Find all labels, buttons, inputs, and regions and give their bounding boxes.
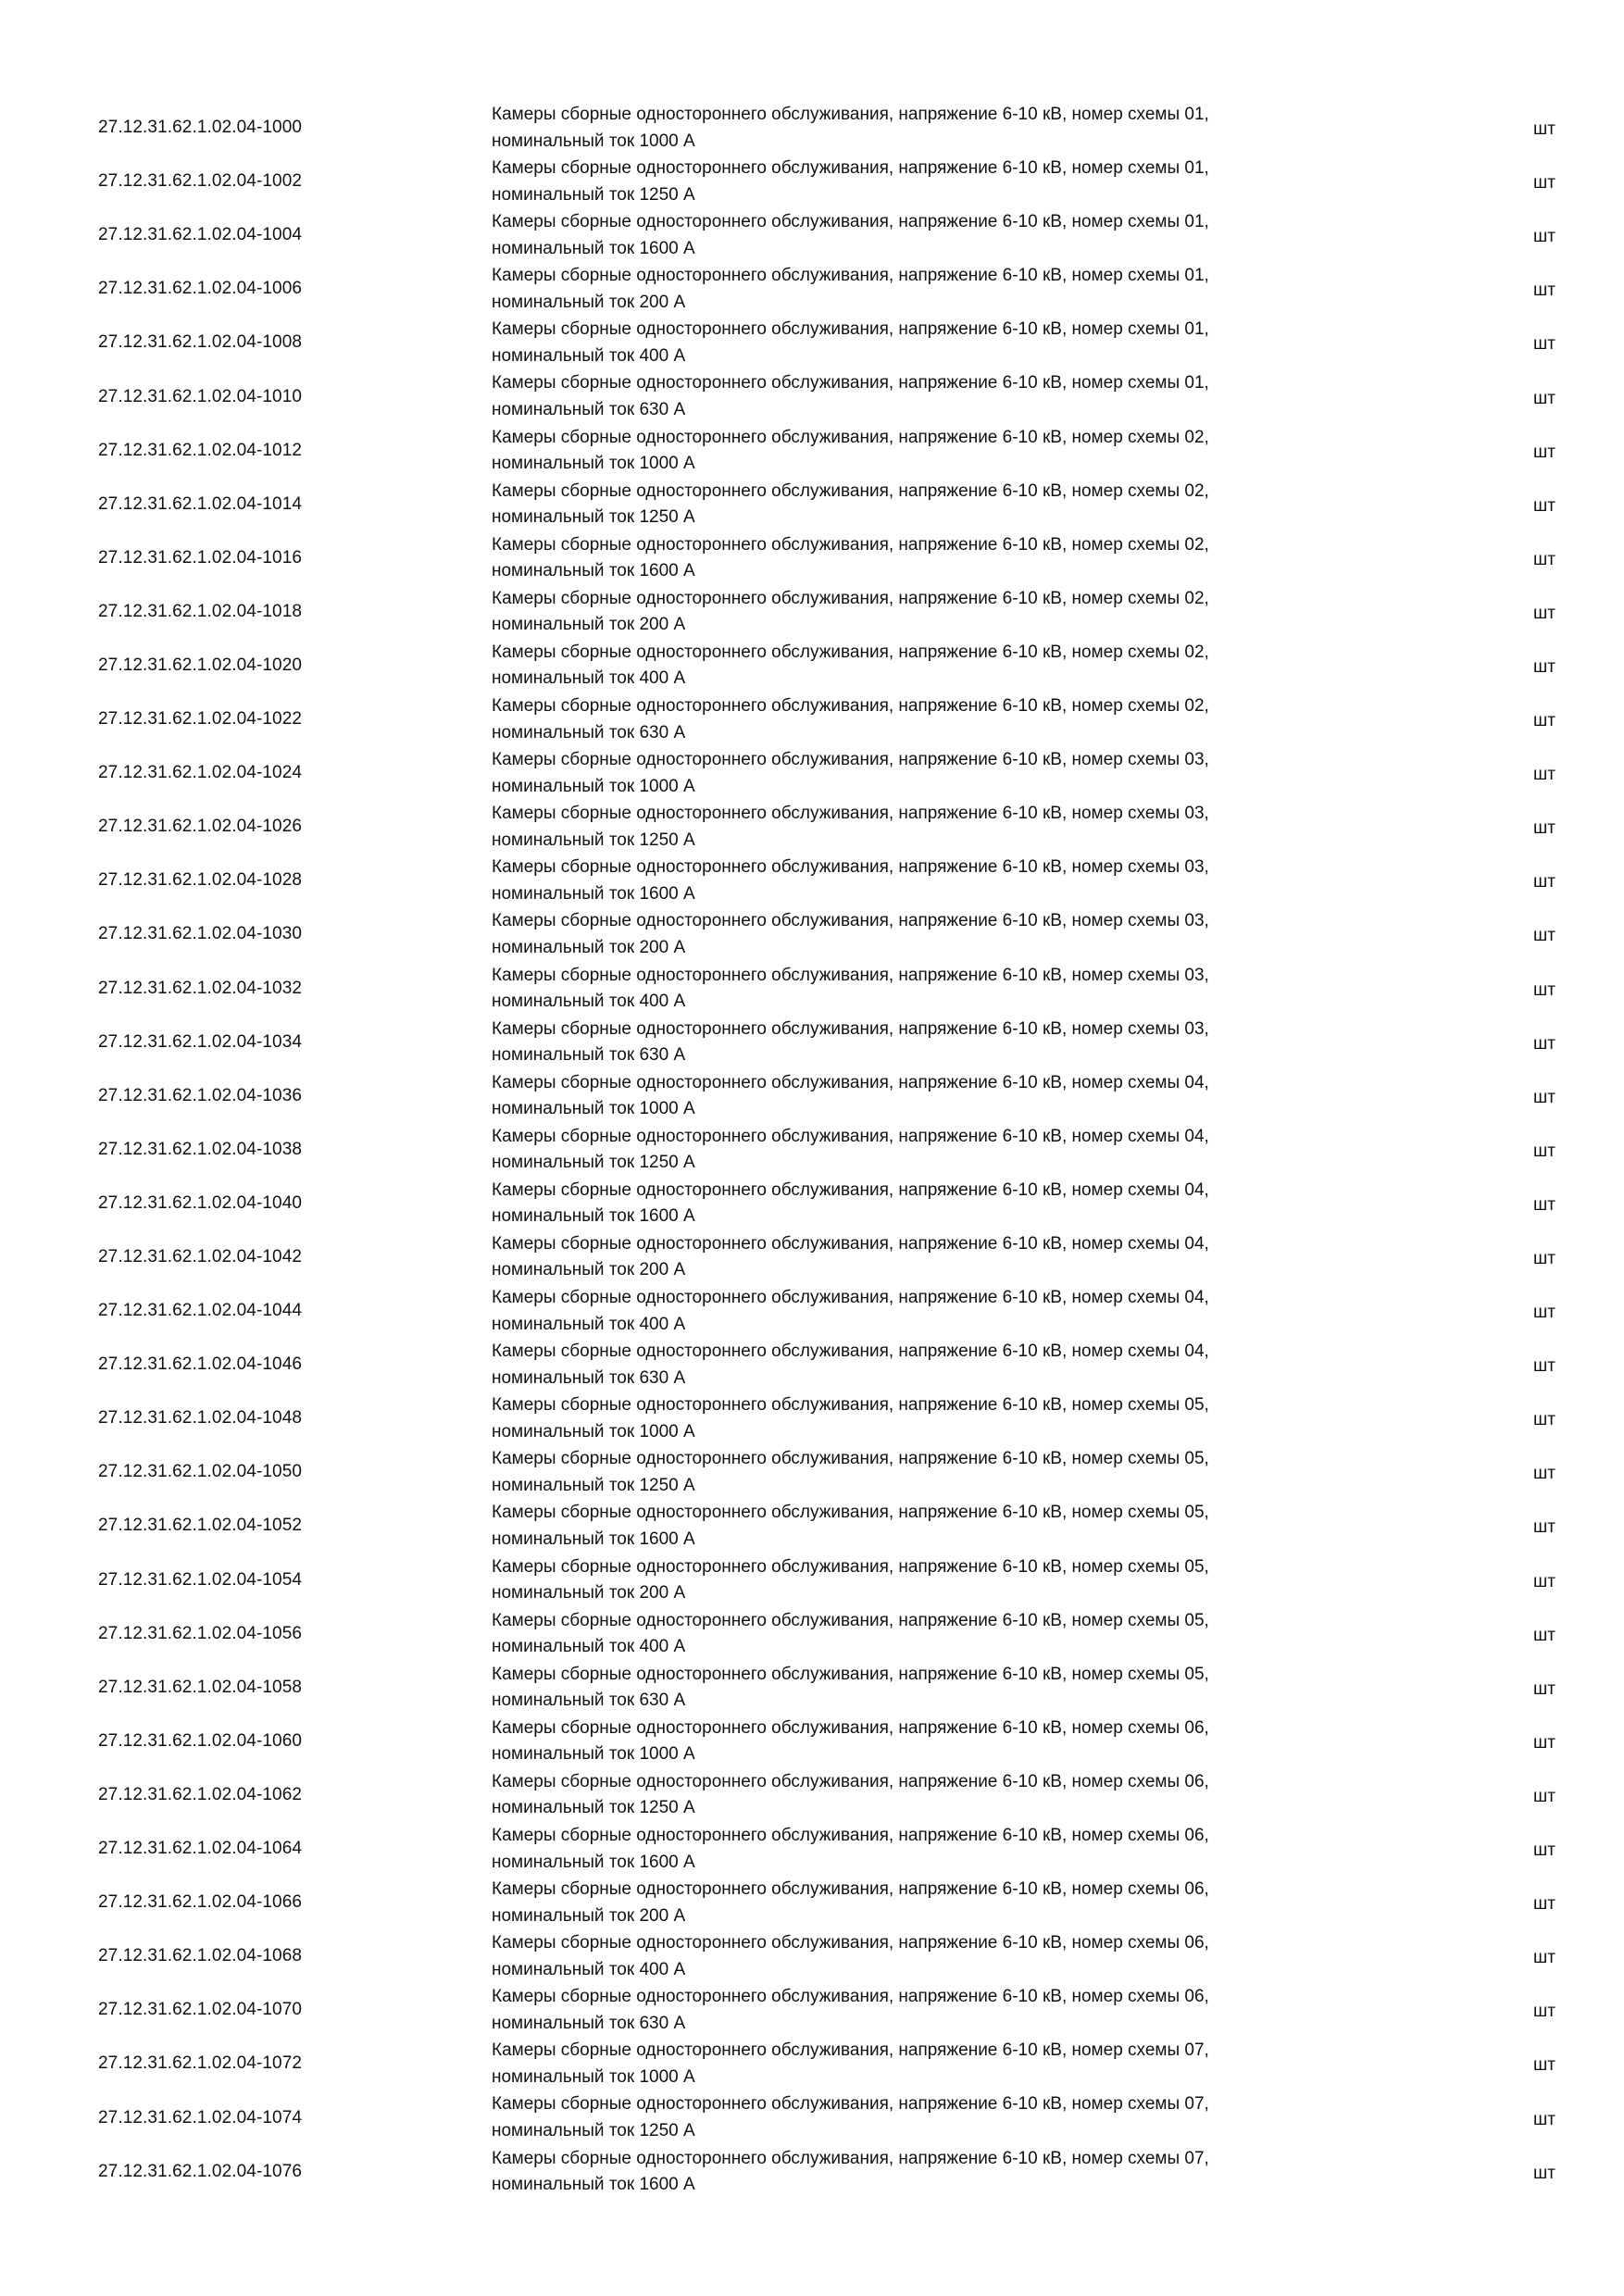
item-description-line-1: Камеры сборные одностороннего обслуживания, напряжение 6-10 кВ, номер схемы 07, — [492, 2094, 1209, 2115]
item-unit: шт — [1533, 388, 1555, 408]
item-description — [492, 2091, 1362, 2144]
table-row — [98, 585, 1570, 639]
item-description-line-1: Камеры сборные одностороннего обслуживания, напряжение 6-10 кВ, номер схемы 05, — [492, 1395, 1209, 1416]
item-code: 27.12.31.62.1.02.04-1070 — [98, 2000, 303, 2020]
item-description-line-1: Камеры сборные одностороннего обслуживания, напряжение 6-10 кВ, номер схемы 01, — [492, 373, 1209, 393]
item-description-line-1: Камеры сборные одностороннего обслуживания, напряжение 6-10 кВ, номер схемы 07, — [492, 2040, 1209, 2061]
table-row — [98, 1177, 1570, 1230]
item-description-line-2: номинальный ток 400 А — [492, 668, 686, 689]
item-description-line-1: Камеры сборные одностороннего обслуживания, напряжение 6-10 кВ, номер схемы 04, — [492, 1072, 1209, 1092]
item-description — [492, 1017, 1362, 1069]
item-code: 27.12.31.62.1.02.04-1048 — [98, 1408, 303, 1429]
item-unit: шт — [1533, 1894, 1555, 1915]
item-unit: шт — [1533, 1948, 1555, 1968]
item-unit: шт — [1533, 1841, 1555, 1861]
item-unit: шт — [1533, 2002, 1555, 2022]
item-unit: шт — [1533, 872, 1555, 892]
item-description-line-2: номинальный ток 400 А — [492, 1637, 686, 1657]
item-unit: шт — [1533, 119, 1555, 140]
item-description — [492, 1662, 1362, 1715]
table-row — [98, 424, 1570, 478]
item-description-line-1: Камеры сборные одностороннего обслуживания, напряжение 6-10 кВ, номер схемы 02, — [492, 534, 1209, 555]
item-code: 27.12.31.62.1.02.04-1064 — [98, 1839, 303, 1859]
table-row — [98, 1445, 1570, 1499]
item-description-line-1: Камеры сборные одностороннего обслуживания, напряжение 6-10 кВ, номер схемы 05, — [492, 1449, 1209, 1469]
table-row — [98, 1554, 1570, 1607]
item-description-line-2: номинальный ток 400 А — [492, 992, 686, 1011]
item-code: 27.12.31.62.1.02.04-1072 — [98, 2053, 303, 2074]
item-unit: шт — [1533, 1464, 1555, 1484]
item-unit: шт — [1533, 1249, 1555, 1269]
item-description-line-2: номинальный ток 200 А — [492, 1583, 686, 1603]
item-description-line-2: номинальный ток 1000 А — [492, 776, 695, 796]
items-table — [98, 101, 1570, 2199]
item-code: 27.12.31.62.1.02.04-1050 — [98, 1462, 303, 1482]
table-row — [98, 478, 1570, 531]
item-unit: шт — [1533, 1356, 1555, 1377]
item-unit: шт — [1533, 980, 1555, 1000]
item-description-line-2: номинальный ток 630 А — [492, 722, 686, 742]
item-code: 27.12.31.62.1.02.04-1020 — [98, 655, 303, 675]
item-description — [492, 156, 1362, 208]
table-row — [98, 101, 1570, 155]
item-unit: шт — [1533, 334, 1555, 355]
item-description-line-1: Камеры сборные одностороннего обслуживания, напряжение 6-10 кВ, номер схемы 03, — [492, 965, 1209, 985]
table-row — [98, 907, 1570, 961]
item-description — [492, 855, 1362, 907]
item-unit: шт — [1533, 1732, 1555, 1753]
item-code: 27.12.31.62.1.02.04-1004 — [98, 225, 303, 245]
item-unit: шт — [1533, 227, 1555, 247]
table-row — [98, 1338, 1570, 1391]
item-description — [492, 2146, 1362, 2199]
item-code: 27.12.31.62.1.02.04-1068 — [98, 1946, 303, 1966]
item-description-line-2: номинальный ток 1600 А — [492, 2175, 695, 2195]
item-code: 27.12.31.62.1.02.04-1014 — [98, 493, 303, 514]
item-code: 27.12.31.62.1.02.04-1018 — [98, 601, 303, 621]
item-description-line-1: Камеры сборные одностороннего обслуживания, напряжение 6-10 кВ, номер схемы 03, — [492, 911, 1209, 931]
item-code: 27.12.31.62.1.02.04-1002 — [98, 171, 303, 192]
item-description-line-2: номинальный ток 1250 А — [492, 1475, 695, 1495]
table-row — [98, 746, 1570, 800]
item-unit: шт — [1533, 2109, 1555, 2129]
item-code: 27.12.31.62.1.02.04-1042 — [98, 1247, 303, 1267]
item-description-line-1: Камеры сборные одностороннего обслуживания, напряжение 6-10 кВ, номер схемы 03, — [492, 1018, 1209, 1039]
item-description-line-2: номинальный ток 1600 А — [492, 561, 695, 581]
item-description-line-1: Камеры сборные одностороннего обслуживания, напряжение 6-10 кВ, номер схемы 05, — [492, 1503, 1209, 1523]
item-code: 27.12.31.62.1.02.04-1046 — [98, 1354, 303, 1375]
table-row — [98, 1715, 1570, 1768]
item-unit: шт — [1533, 1303, 1555, 1323]
item-unit: шт — [1533, 1786, 1555, 1806]
item-description — [492, 263, 1362, 316]
item-description — [492, 1178, 1362, 1230]
item-description-line-2: номинальный ток 200 А — [492, 1905, 686, 1926]
item-unit: шт — [1533, 711, 1555, 731]
item-description-line-1: Камеры сборные одностороннего обслуживания, напряжение 6-10 кВ, номер схемы 06, — [492, 1826, 1209, 1845]
item-description — [492, 2038, 1362, 2090]
table-row — [98, 1822, 1570, 1876]
item-description-line-2: номинальный ток 1600 А — [492, 1852, 695, 1872]
item-unit: шт — [1533, 1410, 1555, 1430]
item-description — [492, 479, 1362, 531]
item-unit: шт — [1533, 818, 1555, 839]
item-description-line-2: номинальный ток 1000 А — [492, 1421, 695, 1441]
item-description-line-2: номинальный ток 630 А — [492, 399, 686, 419]
item-description-line-1: Камеры сборные одностороннего обслуживания, напряжение 6-10 кВ, номер схемы 02, — [492, 588, 1209, 608]
item-description-line-1: Камеры сборные одностороннего обслуживания, напряжение 6-10 кВ, номер схемы 05, — [492, 1664, 1209, 1684]
item-description-line-2: номинальный ток 1250 А — [492, 1798, 695, 1818]
item-description-line-2: номинальный ток 1250 А — [492, 507, 695, 528]
item-description-line-1: Камеры сборные одностороннего обслуживания, напряжение 6-10 кВ, номер схемы 06, — [492, 1771, 1209, 1791]
item-description — [492, 586, 1362, 639]
table-row — [98, 262, 1570, 316]
table-row — [98, 208, 1570, 262]
item-description — [492, 640, 1362, 693]
item-description-line-1: Камеры сборные одностороннего обслуживания, напряжение 6-10 кВ, номер схемы 05, — [492, 1556, 1209, 1577]
item-description — [492, 1070, 1362, 1123]
item-unit: шт — [1533, 1141, 1555, 1161]
item-unit: шт — [1533, 1517, 1555, 1538]
item-description-line-2: номинальный ток 200 А — [492, 292, 686, 312]
item-unit: шт — [1533, 2163, 1555, 2183]
table-row — [98, 1284, 1570, 1338]
item-unit: шт — [1533, 1194, 1555, 1215]
item-code: 27.12.31.62.1.02.04-1044 — [98, 1301, 303, 1321]
item-unit: шт — [1533, 1678, 1555, 1699]
item-code: 27.12.31.62.1.02.04-1060 — [98, 1730, 303, 1751]
item-unit: шт — [1533, 1571, 1555, 1591]
item-unit: шт — [1533, 1625, 1555, 1645]
item-description-line-1: Камеры сборные одностороннего обслуживания, напряжение 6-10 кВ, номер схемы 06, — [492, 1879, 1209, 1900]
item-description — [492, 1716, 1362, 1768]
item-description-line-1: Камеры сборные одностороннего обслуживания, напряжение 6-10 кВ, номер схемы 02, — [492, 642, 1209, 662]
item-description-line-1: Камеры сборные одностороннего обслуживания, напряжение 6-10 кВ, номер схемы 02, — [492, 480, 1209, 501]
item-code: 27.12.31.62.1.02.04-1056 — [98, 1623, 303, 1643]
table-row — [98, 1929, 1570, 1983]
item-description — [492, 1823, 1362, 1876]
item-description-line-2: номинальный ток 630 А — [492, 2013, 686, 2033]
item-description — [492, 370, 1362, 423]
item-description-line-2: номинальный ток 1600 А — [492, 1529, 695, 1549]
item-description-line-1: Камеры сборные одностороннего обслуживания, напряжение 6-10 кВ, номер схемы 01, — [492, 105, 1209, 124]
item-description-line-1: Камеры сборные одностороннего обслуживания, напряжение 6-10 кВ, номер схемы 04, — [492, 1126, 1209, 1146]
table-row — [98, 2145, 1570, 2199]
item-description — [492, 1984, 1362, 2037]
table-row — [98, 1391, 1570, 1445]
table-row — [98, 962, 1570, 1016]
item-unit: шт — [1533, 442, 1555, 462]
item-description — [492, 1392, 1362, 1445]
item-description-line-2: номинальный ток 1000 А — [492, 454, 695, 474]
item-description-line-2: номинальный ток 1250 А — [492, 830, 695, 850]
item-description-line-2: номинальный ток 630 А — [492, 1691, 686, 1711]
item-unit: шт — [1533, 549, 1555, 569]
item-description — [492, 209, 1362, 262]
table-row — [98, 2090, 1570, 2144]
item-unit: шт — [1533, 603, 1555, 623]
item-unit: шт — [1533, 926, 1555, 946]
item-description-line-2: номинальный ток 400 А — [492, 345, 686, 366]
item-description-line-1: Камеры сборные одностороннего обслуживания, напряжение 6-10 кВ, номер схемы 06, — [492, 1717, 1209, 1738]
item-description — [492, 1124, 1362, 1177]
table-row — [98, 155, 1570, 208]
item-description-line-2: номинальный ток 1000 А — [492, 131, 695, 151]
item-description — [492, 1877, 1362, 1929]
item-code: 27.12.31.62.1.02.04-1012 — [98, 440, 303, 460]
item-description-line-2: номинальный ток 200 А — [492, 937, 686, 957]
item-description-line-2: номинальный ток 1250 А — [492, 184, 695, 205]
item-unit: шт — [1533, 2055, 1555, 2076]
item-description — [492, 1285, 1362, 1338]
item-unit: шт — [1533, 765, 1555, 785]
item-code: 27.12.31.62.1.02.04-1022 — [98, 709, 303, 730]
item-description-line-2: номинальный ток 400 А — [492, 1959, 686, 1979]
item-unit: шт — [1533, 495, 1555, 516]
table-row — [98, 1230, 1570, 1284]
item-unit: шт — [1533, 1087, 1555, 1107]
item-code: 27.12.31.62.1.02.04-1030 — [98, 924, 303, 944]
item-description-line-2: номинальный ток 1250 А — [492, 1153, 695, 1173]
item-unit: шт — [1533, 656, 1555, 677]
item-description — [492, 1554, 1362, 1607]
item-description-line-1: Камеры сборные одностороннего обслуживания, напряжение 6-10 кВ, номер схемы 02, — [492, 427, 1209, 447]
table-row — [98, 1123, 1570, 1177]
table-row — [98, 1499, 1570, 1553]
item-code: 27.12.31.62.1.02.04-1038 — [98, 1139, 303, 1159]
item-description-line-2: номинальный ток 1000 А — [492, 1744, 695, 1765]
item-description-line-1: Камеры сборные одностороннего обслуживания, напряжение 6-10 кВ, номер схемы 04, — [492, 1341, 1209, 1362]
table-row — [98, 639, 1570, 693]
item-description-line-1: Камеры сборные одностороннего обслуживания, напряжение 6-10 кВ, номер схемы 07, — [492, 2148, 1209, 2168]
item-code: 27.12.31.62.1.02.04-1054 — [98, 1569, 303, 1590]
item-description-line-2: номинальный ток 200 А — [492, 615, 686, 635]
item-description-line-1: Камеры сборные одностороннего обслуживания, напряжение 6-10 кВ, номер схемы 02, — [492, 696, 1209, 717]
item-description — [492, 532, 1362, 585]
table-row — [98, 800, 1570, 854]
item-description — [492, 747, 1362, 800]
item-description-line-1: Камеры сборные одностороннего обслуживания, напряжение 6-10 кВ, номер схемы 03, — [492, 750, 1209, 770]
item-description — [492, 1608, 1362, 1661]
table-row — [98, 1983, 1570, 2037]
item-code: 27.12.31.62.1.02.04-1052 — [98, 1516, 303, 1536]
item-description — [492, 1231, 1362, 1284]
item-code: 27.12.31.62.1.02.04-1034 — [98, 1031, 303, 1052]
item-code: 27.12.31.62.1.02.04-1024 — [98, 763, 303, 783]
item-description-line-2: номинальный ток 1250 А — [492, 2120, 695, 2140]
item-description-line-2: номинальный ток 1000 А — [492, 1099, 695, 1119]
item-description-line-2: номинальный ток 200 А — [492, 1260, 686, 1280]
table-row — [98, 1876, 1570, 1929]
item-description — [492, 908, 1362, 961]
item-description-line-1: Камеры сборные одностороннего обслуживания, напряжение 6-10 кВ, номер схемы 06, — [492, 1987, 1209, 2007]
item-description — [492, 1339, 1362, 1391]
item-description-line-1: Камеры сборные одностороннего обслуживания, напряжение 6-10 кВ, номер схемы 04, — [492, 1288, 1209, 1308]
table-row — [98, 1607, 1570, 1661]
table-row — [98, 2037, 1570, 2090]
item-description — [492, 1446, 1362, 1499]
item-code: 27.12.31.62.1.02.04-1016 — [98, 547, 303, 568]
item-unit: шт — [1533, 281, 1555, 301]
table-row — [98, 854, 1570, 907]
item-description — [492, 317, 1362, 369]
item-description-line-2: номинальный ток 400 А — [492, 1314, 686, 1334]
item-code: 27.12.31.62.1.02.04-1006 — [98, 279, 303, 299]
item-code: 27.12.31.62.1.02.04-1040 — [98, 1192, 303, 1213]
item-description — [492, 1500, 1362, 1553]
item-description-line-1: Камеры сборные одностороннего обслуживания, напряжение 6-10 кВ, номер схемы 06, — [492, 1933, 1209, 1953]
item-description — [492, 801, 1362, 854]
item-description-line-1: Камеры сборные одностороннего обслуживания, напряжение 6-10 кВ, номер схемы 01, — [492, 266, 1209, 286]
item-description-line-1: Камеры сборные одностороннего обслуживания, напряжение 6-10 кВ, номер схемы 04, — [492, 1179, 1209, 1200]
item-description-line-1: Камеры сборные одностороннего обслуживания, напряжение 6-10 кВ, номер схемы 01, — [492, 212, 1209, 232]
item-description-line-1: Камеры сборные одностороннего обслуживания, напряжение 6-10 кВ, номер схемы 01, — [492, 319, 1209, 340]
table-row — [98, 1069, 1570, 1123]
item-description-line-1: Камеры сборные одностороннего обслуживания, напряжение 6-10 кВ, номер схемы 04, — [492, 1233, 1209, 1254]
item-unit: шт — [1533, 1033, 1555, 1054]
item-description — [492, 963, 1362, 1016]
item-code: 27.12.31.62.1.02.04-1076 — [98, 2161, 303, 2181]
table-row — [98, 369, 1570, 423]
item-description — [492, 102, 1362, 155]
item-code: 27.12.31.62.1.02.04-1062 — [98, 1784, 303, 1804]
table-row — [98, 316, 1570, 369]
item-description-line-1: Камеры сборные одностороннего обслуживания, напряжение 6-10 кВ, номер схемы 03, — [492, 804, 1209, 824]
table-row — [98, 693, 1570, 746]
item-code: 27.12.31.62.1.02.04-1036 — [98, 1085, 303, 1105]
item-description-line-2: номинальный ток 1600 А — [492, 883, 695, 904]
table-row — [98, 1016, 1570, 1069]
item-description-line-2: номинальный ток 1600 А — [492, 238, 695, 258]
table-row — [98, 1661, 1570, 1715]
item-code: 27.12.31.62.1.02.04-1074 — [98, 2107, 303, 2128]
item-code: 27.12.31.62.1.02.04-1032 — [98, 978, 303, 998]
item-description-line-2: номинальный ток 630 А — [492, 1367, 686, 1388]
item-description-line-2: номинальный ток 1000 А — [492, 2066, 695, 2087]
item-description-line-1: Камеры сборные одностороннего обслуживания, напряжение 6-10 кВ, номер схемы 01, — [492, 158, 1209, 179]
item-description — [492, 1930, 1362, 1983]
item-code: 27.12.31.62.1.02.04-1058 — [98, 1677, 303, 1697]
item-unit: шт — [1533, 173, 1555, 193]
item-description-line-1: Камеры сборные одностороннего обслуживания, напряжение 6-10 кВ, номер схемы 03, — [492, 857, 1209, 878]
item-code: 27.12.31.62.1.02.04-1026 — [98, 817, 303, 837]
item-description — [492, 425, 1362, 478]
item-description — [492, 1769, 1362, 1822]
item-description-line-2: номинальный ток 630 А — [492, 1045, 686, 1066]
item-description-line-1: Камеры сборные одностороннего обслуживания, напряжение 6-10 кВ, номер схемы 05, — [492, 1610, 1209, 1630]
item-code: 27.12.31.62.1.02.04-1066 — [98, 1892, 303, 1913]
item-code: 27.12.31.62.1.02.04-1000 — [98, 118, 303, 138]
table-row — [98, 1768, 1570, 1822]
item-description-line-2: номинальный ток 1600 А — [492, 1206, 695, 1227]
item-description — [492, 693, 1362, 746]
item-code: 27.12.31.62.1.02.04-1010 — [98, 386, 303, 406]
item-code: 27.12.31.62.1.02.04-1028 — [98, 870, 303, 891]
table-row — [98, 531, 1570, 585]
item-code: 27.12.31.62.1.02.04-1008 — [98, 332, 303, 353]
